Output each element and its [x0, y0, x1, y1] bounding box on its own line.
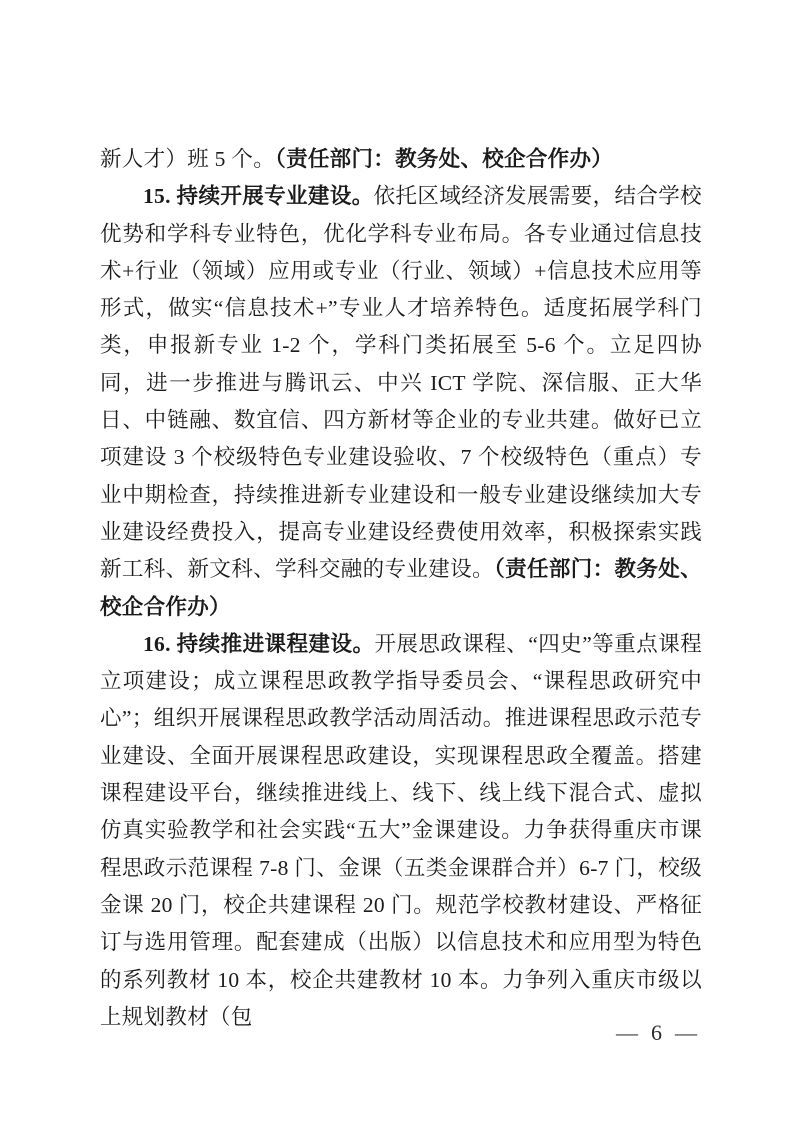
- paragraph-item-16: [100, 626, 702, 1036]
- document-body: [100, 141, 702, 1036]
- page-number: 6: [651, 1020, 662, 1045]
- page-number-dash-right: —: [675, 1020, 697, 1045]
- responsible-department-note: （责任部门：教务处、校企合作办）: [100, 557, 702, 619]
- paragraph-item-15: [100, 178, 702, 626]
- responsible-department-note: （责任部门：教务处、校企合作办）: [275, 147, 614, 171]
- page-number-footer: [616, 1018, 697, 1048]
- item-15-body-text: 依托区域经济发展需要，结合学校优势和学科专业特色，优化学科专业布局。各专业通过信息技术+行业（领域）应用或专业（行业、领域）+信息技术应用等形式，做实“信息技术+”专业人才培养特色。适度拓展学科门类，申报新专业 1-2 个，学科门类拓展至 5-6 个。立足四协同，进一步推进与腾讯云、中兴 ICT 学院、深信服、正大华日、中链融、数宜信、四方新材等企业的专业共建。做好已立项建设 3 个校级特色专业建设验收、7 个校级特色（重点）专业中期检查，持续推进新专业建设和一般专业建设继续加大专业建设经费投入，提高专业建设经费使用效率，积极探索实践新工科、新文科、学科交融的专业建设。: [100, 184, 702, 582]
- paragraph-text: 新人才）班 5 个。: [100, 147, 276, 171]
- item-15-heading: 15. 持续开展专业建设。: [143, 184, 374, 209]
- item-16-heading: 16. 持续推进课程建设。: [143, 631, 375, 656]
- paragraph-continuation: [100, 141, 702, 178]
- item-16-body-text: 开展思政课程、“四史”等重点课程立项建设；成立课程思政教学指导委员会、“课程思政研究中心”；组织开展课程思政教学活动周活动。推进课程思政示范专业建设、全面开展课程思政建设，实现课程思政全覆盖。搭建课程建设平台，继续推进线上、线下、线上线下混合式、虚拟仿真实验教学和社会实践“五大”金课建设。力争获得重庆市课程思政示范课程 7-8 门、金课（五类金课群合并）6-7 门，校级金课 20 门，校企共建课程 20 门。规范学校教材建设、严格征订与选用管理。配套建成（出版）以信息技术和应用型为特色的系列教材 10 本，校企共建教材 10 本。力争列入重庆市级以上规划教材（包: [100, 631, 702, 1029]
- page-number-dash-left: —: [616, 1020, 638, 1045]
